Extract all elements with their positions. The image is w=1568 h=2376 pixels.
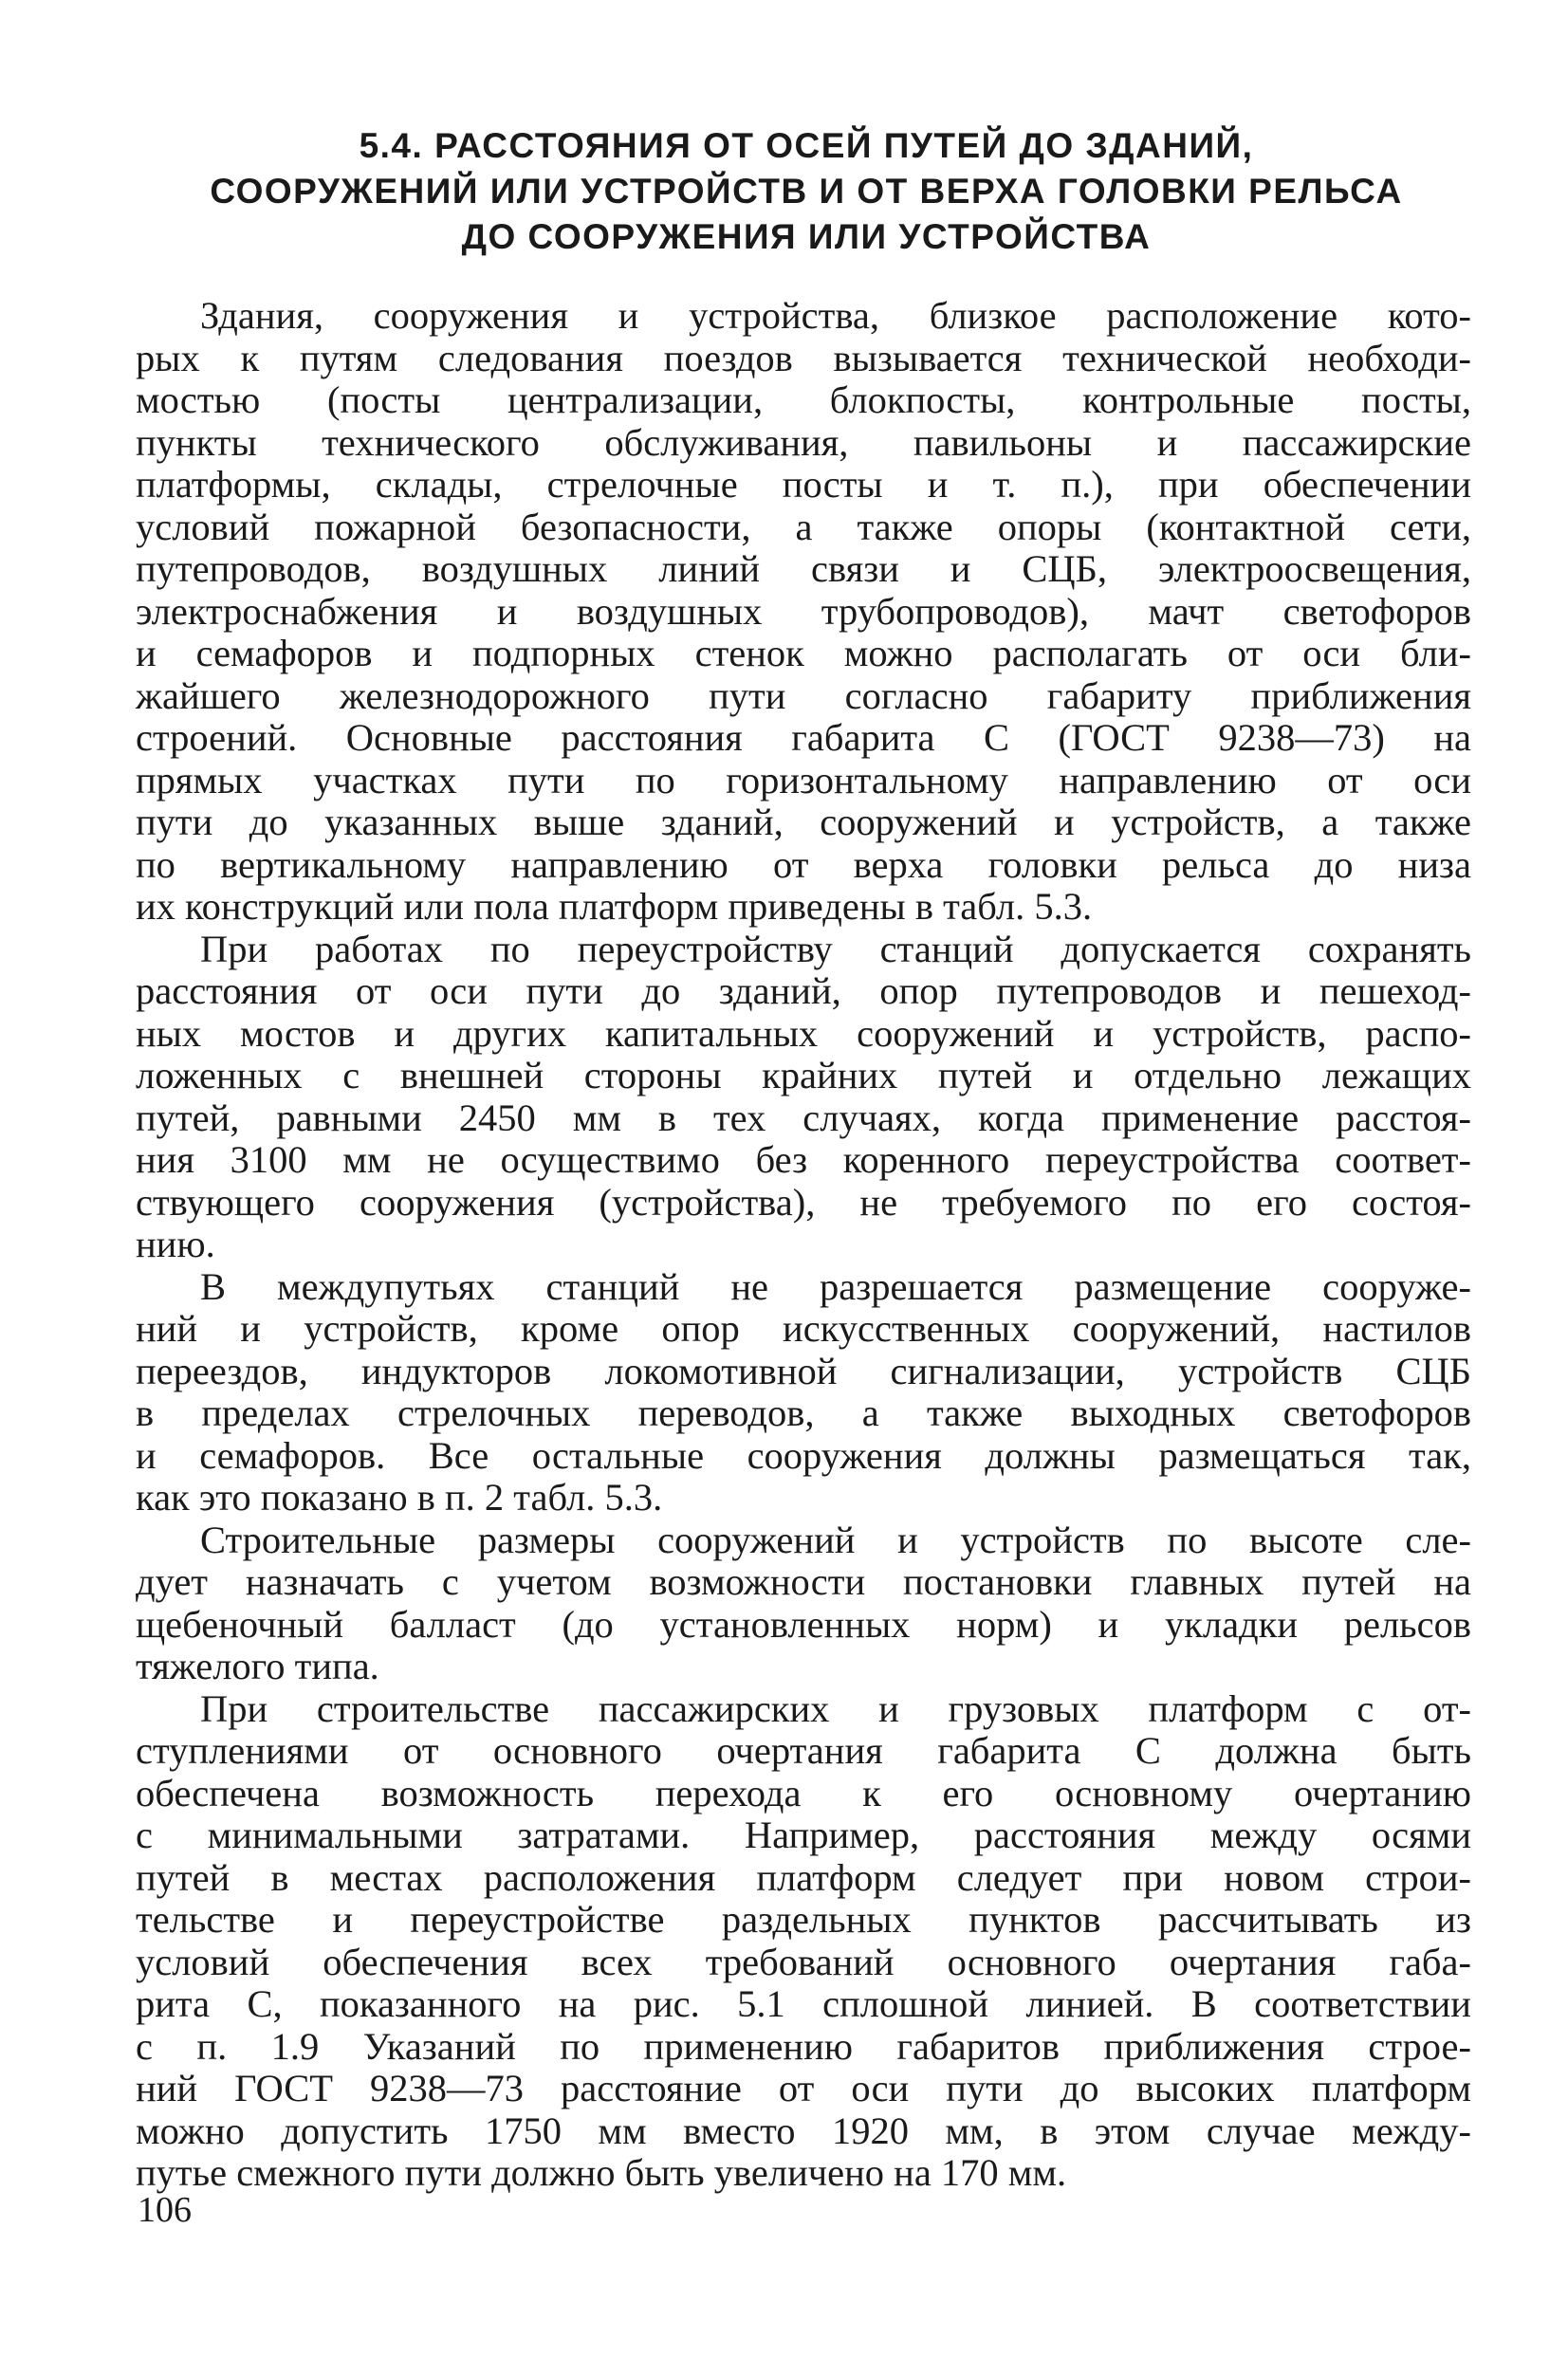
text-line: мостью (посты централизации, блокпосты, контрольные посты, bbox=[136, 378, 1471, 421]
text-line: строений. Основные расстояния габарита С (ГОСТ 9238—73) на bbox=[136, 716, 1471, 759]
paragraph bbox=[136, 1266, 1471, 1520]
text-line: пункты технического обслуживания, павильоны и пассажирские bbox=[136, 420, 1471, 464]
paragraph bbox=[136, 1688, 1471, 2195]
text-line: и семафоров и подпорных стенок можно располагать от оси бли- bbox=[136, 632, 1471, 674]
text-line: можно допустить 1750 мм вместо 1920 мм, в этом случае между- bbox=[136, 2109, 1471, 2152]
heading-line: 5.4. РАССТОЯНИЯ ОТ ОСЕЙ ПУТЕЙ ДО ЗДАНИЙ, bbox=[359, 126, 1254, 165]
text-line: рита С, показанного на рис. 5.1 сплошной линией. В соответствии bbox=[136, 1982, 1471, 2025]
text-line: рых к путям следования поездов вызывается технической необходи- bbox=[136, 336, 1471, 379]
text-line: платформы, склады, стрелочные посты и т. п.), при обеспечении bbox=[136, 463, 1471, 506]
text-line: переездов, индукторов локомотивной сигнализации, устройств СЦБ bbox=[136, 1349, 1471, 1392]
text-line: их конструкций или пола платформ приведены в табл. 5.3. bbox=[136, 885, 1093, 928]
section-heading bbox=[142, 123, 1470, 260]
text-line: тяжелого типа. bbox=[136, 1645, 379, 1687]
paragraph bbox=[136, 1520, 1471, 1688]
text-line: ния 3100 мм не осуществимо без коренного переустройства соответ- bbox=[136, 1138, 1471, 1181]
page-number: 106 bbox=[138, 2190, 192, 2230]
text-line: ний ГОСТ 9238—73 расстояние от оси пути до высоких платформ bbox=[136, 2067, 1471, 2109]
text-line: ний и устройств, кроме опор искусственных сооружений, настилов bbox=[136, 1307, 1471, 1350]
text-line: и семафоров. Все остальные сооружения должны размещаться так, bbox=[136, 1433, 1471, 1477]
text-line: условий обеспечения всех требований основного очертания габа- bbox=[136, 1940, 1471, 1983]
text-line: обеспечена возможность перехода к его основному очертанию bbox=[136, 1771, 1471, 1814]
text-line: дует назначать с учетом возможности постановки главных путей на bbox=[136, 1560, 1471, 1603]
text-line: жайшего железнодорожного пути согласно габариту приближения bbox=[136, 673, 1471, 717]
text-line: путепроводов, воздушных линий связи и СЦБ, электроосвещения, bbox=[136, 547, 1471, 590]
text-line: условий пожарной безопасности, а также опоры (контактной сети, bbox=[136, 505, 1471, 548]
body-text bbox=[136, 295, 1471, 2195]
text-line: расстояния от оси пути до зданий, опор путепроводов и пешеход- bbox=[136, 969, 1471, 1012]
text-line: прямых участках пути по горизонтальному направлению от оси bbox=[136, 758, 1471, 801]
heading-line: ДО СООРУЖЕНИЯ ИЛИ УСТРОЙСТВА bbox=[461, 217, 1152, 256]
text-line: ствующего сооружения (устройства), не требуемого по его состоя- bbox=[136, 1180, 1471, 1224]
text-line: с п. 1.9 Указаний по применению габаритов приближения строе- bbox=[136, 2024, 1471, 2068]
text-line: Здания, сооружения и устройства, близкое расположение кото- bbox=[200, 294, 1471, 337]
text-line: пути до указанных выше зданий, сооружений и устройств, а также bbox=[136, 801, 1471, 843]
paragraph bbox=[136, 295, 1471, 929]
text-line: с минимальными затратами. Например, расстояния между осями bbox=[136, 1814, 1471, 1856]
text-line: нию. bbox=[136, 1223, 215, 1265]
text-line: В междупутьях станций не разрешается размещение сооруже- bbox=[200, 1264, 1471, 1308]
text-line: ных мостов и других капитальных сооружений и устройств, распо- bbox=[136, 1011, 1471, 1055]
text-line: по вертикальному направлению от верха головки рельса до низа bbox=[136, 842, 1471, 886]
text-line: тельстве и переустройстве раздельных пунктов рассчитывать из bbox=[136, 1898, 1471, 1941]
text-line: ложенных с внешней стороны крайних путей и отдельно лежащих bbox=[136, 1054, 1471, 1096]
text-line: ступлениями от основного очертания габарита С должна быть bbox=[136, 1729, 1471, 1772]
text-line: как это показано в п. 2 табл. 5.3. bbox=[136, 1476, 663, 1519]
text-line: в пределах стрелочных переводов, а также выходных светофоров bbox=[136, 1391, 1471, 1434]
text-line: При работах по переустройству станций допускается сохранять bbox=[200, 927, 1471, 970]
text-line: путей, равными 2450 мм в тех случаях, когда применение расстоя- bbox=[136, 1096, 1471, 1139]
text-line: путье смежного пути должно быть увеличено на 170 мм. bbox=[136, 2151, 1067, 2194]
heading-line: СООРУЖЕНИЙ ИЛИ УСТРОЙСТВ И ОТ ВЕРХА ГОЛОВКИ РЕЛЬСА bbox=[210, 172, 1403, 211]
text-line: При строительстве пассажирских и грузовых платформ с от- bbox=[200, 1686, 1471, 1730]
text-line: щебеночный балласт (до установленных норм) и укладки рельсов bbox=[136, 1602, 1471, 1646]
text-line: путей в местах расположения платформ следует при новом строи- bbox=[136, 1855, 1471, 1899]
text-line: электроснабжения и воздушных трубопроводов), мачт светофоров bbox=[136, 589, 1471, 633]
text-line: Строительные размеры сооружений и устройств по высоте сле- bbox=[200, 1518, 1471, 1561]
paragraph bbox=[136, 929, 1471, 1266]
